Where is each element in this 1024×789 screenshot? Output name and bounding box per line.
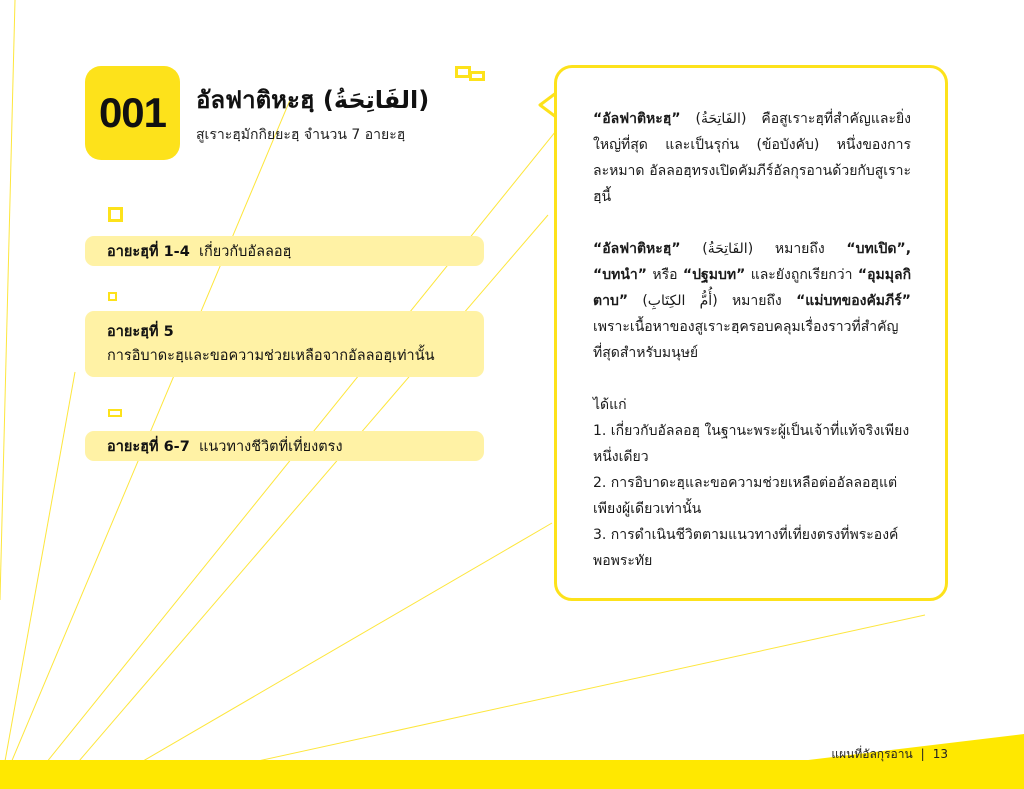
- list-item: 1. เกี่ยวกับอัลลอฮฺ ในฐานะพระผู้เป็นเจ้าที่แท้จริงเพียงหนึ่งเดียว: [593, 423, 910, 465]
- paragraph-text: และยังถูกเรียกว่า: [750, 267, 853, 283]
- decorative-square: [469, 71, 485, 81]
- book-title: แผนที่อัลกุรอาน: [831, 747, 913, 761]
- footer-band: [0, 760, 1024, 789]
- section-bar: [85, 311, 484, 377]
- chapter-subtitle: สูเราะฮฺมักกิยยะฮฺ จำนวน 7 อายะฮฺ: [196, 127, 406, 143]
- section-bar: [85, 236, 484, 266]
- term-highlight: “อัลฟาติหะฮฺ”: [593, 241, 681, 257]
- section-heading: อายะฮฺที่ 5: [107, 324, 174, 340]
- section-heading: อายะฮฺที่ 6-7: [107, 438, 190, 455]
- arabic-term: (الفَاتِحَةُ): [702, 241, 754, 257]
- paragraph-text: หมายถึง: [774, 241, 825, 257]
- arabic-term: (أُمُّ الكِتَابِ): [642, 293, 718, 309]
- term-highlight: “ปฐมบท”: [682, 267, 746, 283]
- decorative-square: [108, 207, 123, 222]
- section-text: แนวทางชีวิตที่เที่ยงตรง: [199, 438, 343, 455]
- page-number: 13: [932, 747, 948, 761]
- term-highlight: “แม่บทของคัมภีร์”: [796, 293, 911, 309]
- meaning-paragraph: [593, 236, 911, 366]
- decorative-square: [108, 409, 122, 417]
- description-panel: [554, 65, 948, 601]
- list-intro: ได้แก่: [593, 397, 627, 413]
- list-item: 3. การดำเนินชีวิตตามแนวทางที่เที่ยงตรงที่พระองค์พอพระทัย: [593, 527, 899, 569]
- term-highlight: “อุมมุลกิตาบ”: [593, 267, 912, 309]
- list-item: 2. การอิบาดะฮฺและขอความช่วยเหลือต่ออัลลอฮฺแต่เพียงผู้เดียวเท่านั้น: [593, 475, 898, 517]
- chapter-number: 001: [98, 89, 167, 136]
- paragraph-text: หรือ: [652, 267, 678, 283]
- section-text: การอิบาดะฮฺและขอความช่วยเหลือจากอัลลอฮฺเท่านั้น: [107, 348, 435, 364]
- section-heading: อายะฮฺที่ 1-4: [107, 243, 190, 260]
- chapter-number-box: [85, 66, 180, 160]
- term-highlight: “บทเปิด”, “บทนำ”: [593, 241, 912, 283]
- section-text: เกี่ยวกับอัลลอฮฺ: [199, 243, 292, 260]
- term-highlight: “อัลฟาติหะฮฺ”: [593, 111, 681, 127]
- section-bar: [85, 431, 484, 461]
- paragraph-text: หมายถึง: [731, 293, 782, 309]
- arabic-term: (الفَاتِحَةُ): [695, 111, 747, 127]
- chapter-title: อัลฟาติหะฮฺ (الفَاتِحَةُ): [196, 86, 430, 114]
- decorative-square: [108, 292, 117, 301]
- paragraph-text: คือสูเราะฮฺที่สำคัญและยิ่งใหญ่ที่สุด และเป็นรุก่น (ข้อบังคับ) หนึ่งของการละหมาด อัลลอฮฺทรงเปิดคัมภีร์อัลกุรอานด้วยกับสูเราะฮฺนี้: [593, 111, 911, 205]
- paragraph-text: เพราะเนื้อหาของสูเราะฮฺครอบคลุมเรื่องราวที่สำคัญที่สุดสำหรับมนุษย์: [593, 319, 899, 361]
- footer-separator: |: [920, 747, 925, 761]
- intro-paragraph: [593, 106, 911, 210]
- page-footer: [831, 745, 948, 764]
